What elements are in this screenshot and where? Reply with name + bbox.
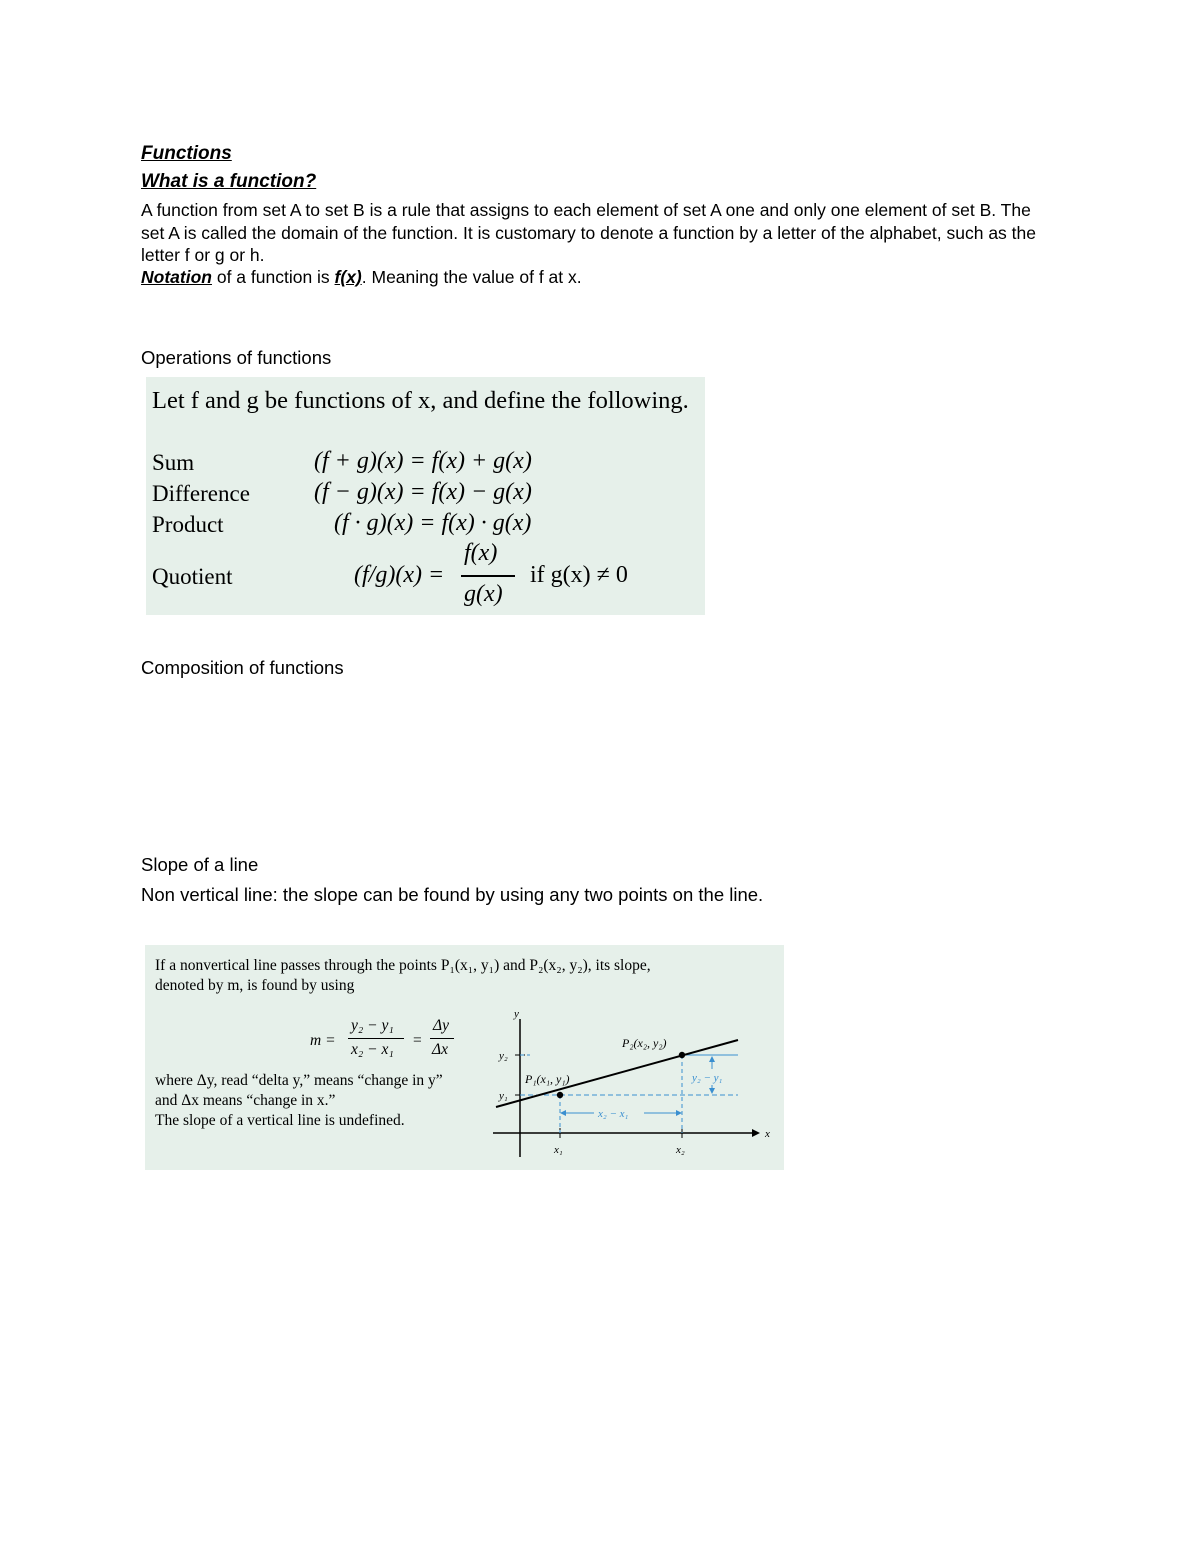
slope-heading: Slope of a line: [141, 854, 259, 875]
slope-graph: [490, 1007, 780, 1167]
operation-formula-quotient-den: g(x): [464, 581, 503, 607]
operation-name-quotient: Quotient: [152, 564, 233, 589]
operation-name-difference: Difference: [152, 481, 250, 506]
slope-frac2-den: Δx: [432, 1041, 448, 1058]
dy-arrow-head-top: [709, 1056, 715, 1062]
x-axis-label: x: [765, 1128, 770, 1140]
quotient-fraction-bar: [461, 575, 515, 577]
x-axis-arrow: [752, 1129, 760, 1137]
slope-definition-box: [145, 945, 784, 1170]
notation-tail: . Meaning the value of f at x.: [361, 267, 582, 287]
x2-label: x₂: [676, 1144, 685, 1156]
y-axis-label: y: [514, 1008, 519, 1020]
slope-frac1-bar: [348, 1038, 404, 1039]
dx-arrow-head-right: [676, 1110, 682, 1116]
slope-frac2-num: Δy: [433, 1017, 449, 1034]
notation-symbol: f(x): [334, 267, 362, 287]
operation-name-sum: Sum: [152, 450, 195, 475]
operation-formula-quotient-cond: if g(x) ≠ 0: [530, 562, 628, 588]
operations-intro: Let f and g be functions of x, and define the following.: [152, 387, 689, 414]
operation-formula-difference: (f − g)(x) = f(x) − g(x): [314, 479, 532, 505]
slope-intro-line-1: If a nonvertical line passes through the points P₁(x₁, y₁) and P₂(x₂, y₂), its slope,: [155, 957, 651, 974]
dy-label: y₂ − y₁: [692, 1072, 723, 1084]
dy-arrow-head-bottom: [709, 1088, 715, 1094]
y2-label: y₂: [499, 1050, 508, 1062]
p2-label: P₂(x₂, y₂): [622, 1036, 667, 1050]
slope-undefined-note: The slope of a vertical line is undefined.: [155, 1112, 405, 1129]
slope-where-line-1: where Δy, read “delta y,” means “change in y”: [155, 1072, 443, 1089]
slope-formula-eq: =: [413, 1032, 422, 1049]
dx-label: x₂ − x₁: [598, 1108, 629, 1120]
notation-label: Notation: [141, 267, 212, 287]
operations-of-functions-box: [146, 377, 705, 615]
operations-heading: Operations of functions: [141, 347, 332, 368]
notation-mid: of a function is: [211, 267, 335, 287]
point-p1: [557, 1092, 563, 1098]
operation-formula-quotient-lhs: (f/g)(x) =: [354, 562, 445, 588]
slope-frac1-num: y₂ − y₁: [351, 1017, 394, 1034]
page-title: Functions: [141, 143, 232, 164]
slope-intro-line-2: denoted by m, is found by using: [155, 977, 355, 994]
y1-label: y₁: [499, 1090, 508, 1102]
operation-name-product: Product: [152, 512, 224, 537]
notation-line: [141, 266, 582, 288]
operation-formula-product: (f · g)(x) = f(x) · g(x): [334, 510, 532, 536]
slope-formula-lhs: m =: [310, 1032, 336, 1049]
slope-frac1-den: x₂ − x₁: [351, 1041, 394, 1058]
function-definition: A function from set A to set B is a rule that assigns to each element of set A one and only one element of set B. The set A is called the domain of the function. It is customary to denote a function by a letter of the alphabet, such as the letter f or g or h.: [141, 200, 1036, 265]
dx-arrow-head-left: [560, 1110, 566, 1116]
slope-where-line-2: and Δx means “change in x.”: [155, 1092, 336, 1109]
operation-formula-sum: (f + g)(x) = f(x) + g(x): [314, 448, 532, 474]
section-heading-what-is-a-function: What is a function?: [141, 171, 317, 192]
slope-description: Non vertical line: the slope can be found by using any two points on the line.: [141, 884, 764, 905]
x1-label: x₁: [554, 1144, 563, 1156]
p1-label: P₁(x₁, y₁): [525, 1072, 570, 1086]
operation-formula-quotient-num: f(x): [464, 540, 498, 566]
composition-heading: Composition of functions: [141, 657, 344, 678]
slope-frac2-bar: [430, 1038, 454, 1039]
point-p2: [679, 1052, 685, 1058]
